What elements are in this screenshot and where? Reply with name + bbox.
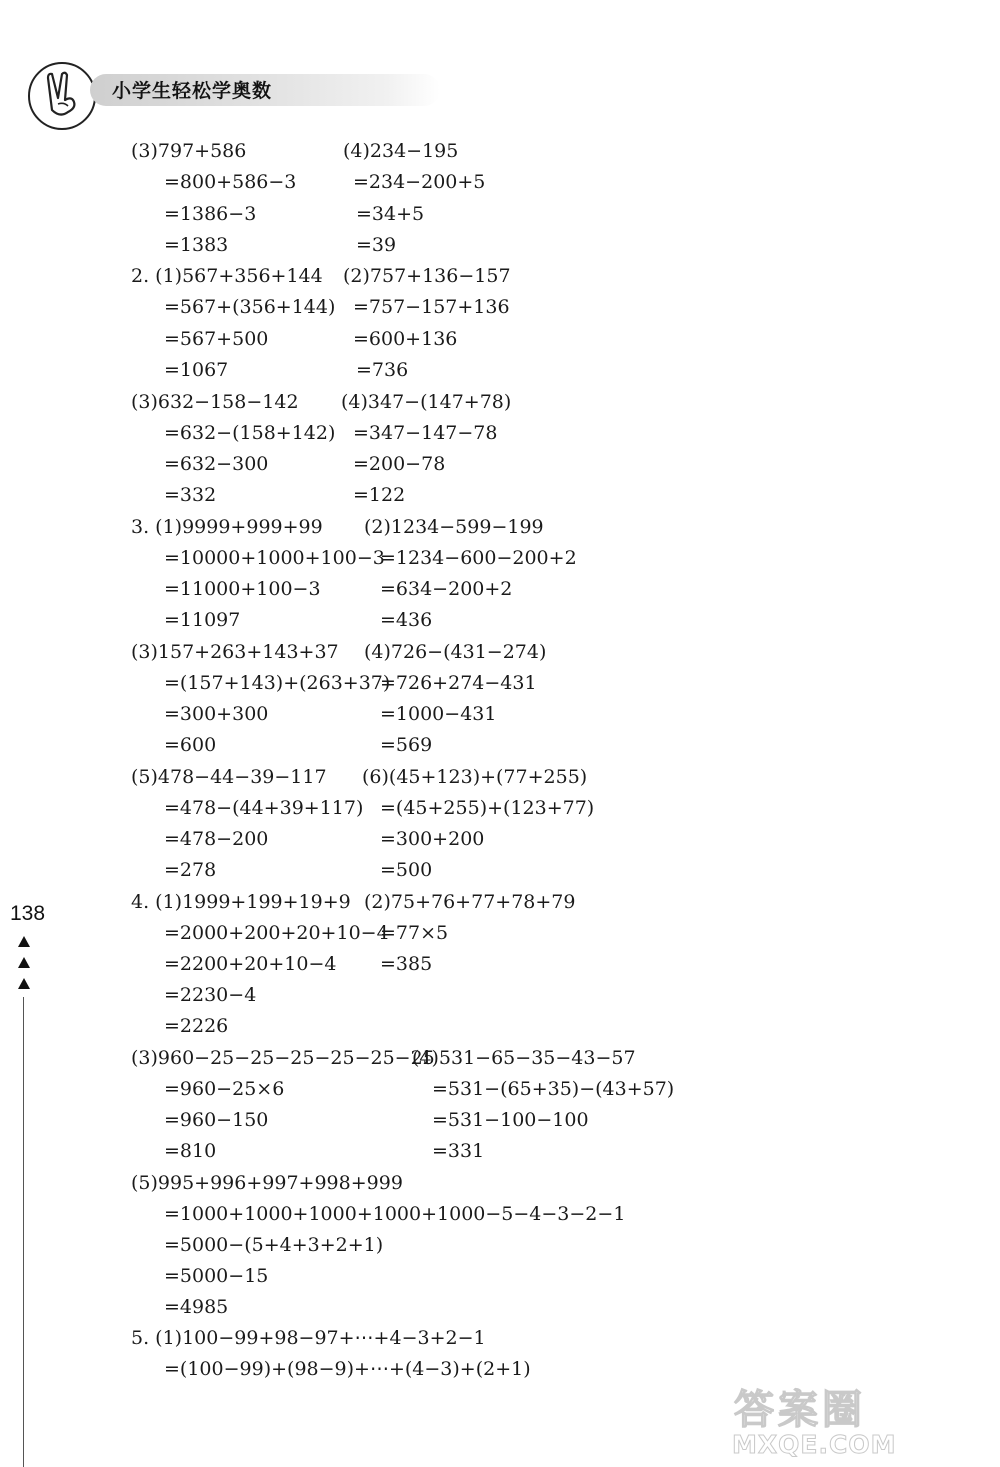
equation-line: =(45+255)+(123+77) [380, 797, 595, 819]
equation-line: 5. (1)100−99+98−97+⋯+4−3+2−1 [131, 1327, 486, 1349]
equation-line: (2)757+136−157 [343, 265, 511, 287]
equation-line: =632−300 [164, 453, 269, 475]
equation-line: =300+300 [164, 703, 269, 725]
equation-line: =1000+1000+1000+1000+1000−5−4−3−2−1 [164, 1203, 626, 1225]
equation-line: =122 [353, 484, 406, 506]
equation-line: =1386−3 [164, 203, 257, 225]
equation-line: =757−157+136 [353, 296, 510, 318]
watermark [730, 1378, 990, 1460]
equation-line: =300+200 [380, 828, 485, 850]
equation-line: =632−(158+142) [164, 422, 336, 444]
equation-line: 2. (1)567+356+144 [131, 265, 323, 287]
watermark-top: 答案圈 [734, 1387, 866, 1433]
victory-hand-icon [30, 64, 94, 128]
equation-line: (3)797+586 [131, 140, 247, 162]
equation-line: =531−(65+35)−(43+57) [432, 1078, 675, 1100]
equation-line: =726+274−431 [380, 672, 537, 694]
equation-line: (3)632−158−142 [131, 391, 299, 413]
equation-line: (4)726−(431−274) [364, 641, 547, 663]
equation-line: (2)75+76+77+78+79 [364, 891, 576, 913]
equation-line: =(157+143)+(263+37) [164, 672, 391, 694]
equation-line: (2)1234−599−199 [364, 516, 544, 538]
page-number: 138 [10, 902, 46, 925]
equation-line: =347−147−78 [353, 422, 498, 444]
equation-line: =800+586−3 [164, 171, 297, 193]
equation-line: =600 [164, 734, 217, 756]
equation-line: =436 [380, 609, 433, 631]
equation-line: =500 [380, 859, 433, 881]
triangle-marker-icon [18, 957, 30, 968]
equation-line: =39 [356, 234, 397, 256]
equation-line: =736 [356, 359, 409, 381]
equation-line: (4)531−65−35−43−57 [412, 1047, 636, 1069]
margin-line [23, 997, 24, 1467]
equation-line: =4985 [164, 1296, 229, 1318]
equation-line: =634−200+2 [380, 578, 513, 600]
equation-line: =(100−99)+(98−9)+⋯+(4−3)+(2+1) [164, 1358, 531, 1380]
equation-line: (5)995+996+997+998+999 [131, 1172, 403, 1194]
equation-line: =531−100−100 [432, 1109, 589, 1131]
equation-line: 3. (1)9999+999+99 [131, 516, 323, 538]
equation-line: =1383 [164, 234, 229, 256]
logo [28, 62, 96, 130]
equation-line: (3)960−25−25−25−25−25−25 [131, 1047, 435, 1069]
equation-line: =960−25×6 [164, 1078, 285, 1100]
equation-line: =478−200 [164, 828, 269, 850]
equation-line: (4)234−195 [343, 140, 459, 162]
equation-line: =11000+100−3 [164, 578, 321, 600]
watermark-bottom: MXQE.COM [732, 1430, 897, 1459]
equation-line: =2230−4 [164, 984, 257, 1006]
equation-line: =34+5 [356, 203, 425, 225]
equation-line: (5)478−44−39−117 [131, 766, 327, 788]
triangle-marker-icon [18, 978, 30, 989]
equation-line: (6)(45+123)+(77+255) [362, 766, 588, 788]
equation-line: =810 [164, 1140, 217, 1162]
equation-line: (4)347−(147+78) [341, 391, 512, 413]
equation-line: =2200+20+10−4 [164, 953, 337, 975]
equation-line: =331 [432, 1140, 485, 1162]
equation-line: =5000−(5+4+3+2+1) [164, 1234, 384, 1256]
equation-line: =478−(44+39+117) [164, 797, 364, 819]
equation-line: =600+136 [353, 328, 458, 350]
equation-line: =960−150 [164, 1109, 269, 1131]
equation-line: =77×5 [380, 922, 449, 944]
equation-line: =11097 [164, 609, 241, 631]
equation-line: =569 [380, 734, 433, 756]
equation-line: =10000+1000+100−3 [164, 547, 385, 569]
equation-line: =567+(356+144) [164, 296, 336, 318]
equation-line: 4. (1)1999+199+19+9 [131, 891, 351, 913]
equation-line: =1234−600−200+2 [380, 547, 577, 569]
triangle-marker-icon [18, 936, 30, 947]
equation-line: =5000−15 [164, 1265, 269, 1287]
equation-line: =1067 [164, 359, 229, 381]
equation-line: =567+500 [164, 328, 269, 350]
equation-line: =200−78 [353, 453, 446, 475]
book-title: 小学生轻松学奥数 [112, 80, 273, 102]
equation-line: =234−200+5 [353, 171, 486, 193]
equation-line: =2000+200+20+10−4 [164, 922, 389, 944]
equation-line: =278 [164, 859, 217, 881]
equation-line: (3)157+263+143+37 [131, 641, 339, 663]
equation-line: =2226 [164, 1015, 229, 1037]
equation-line: =1000−431 [380, 703, 497, 725]
equation-line: =385 [380, 953, 433, 975]
equation-line: =332 [164, 484, 217, 506]
